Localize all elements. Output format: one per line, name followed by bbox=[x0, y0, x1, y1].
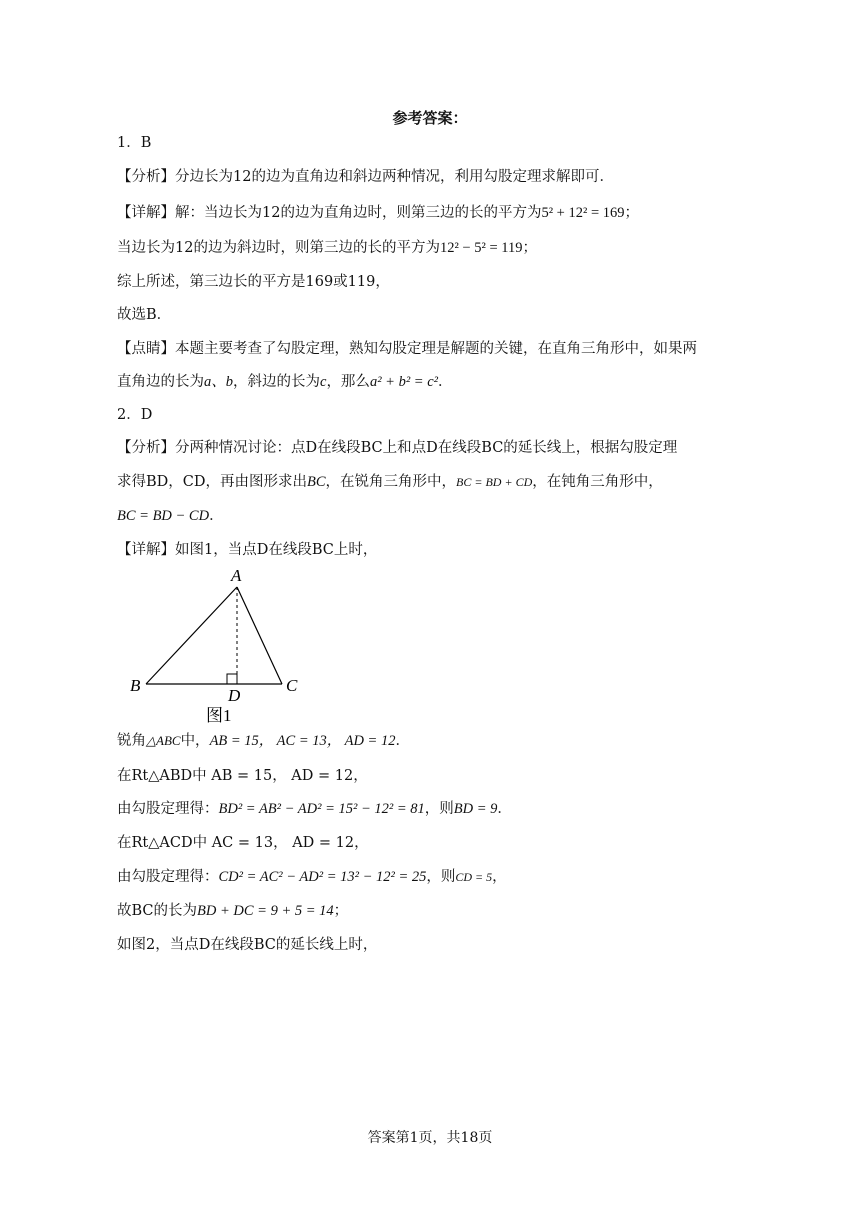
q1-comment-2-ab: a、b bbox=[204, 374, 233, 390]
triangle-figure-1 bbox=[120, 564, 320, 726]
q2-analysis-3 bbox=[117, 506, 224, 526]
q2-pythagoras-2 bbox=[117, 867, 507, 887]
q1-comment-1: 【点睛】本题主要考查了勾股定理，熟知勾股定理是解题的关键，在直角三角形中，如果两 bbox=[117, 341, 697, 357]
q1-comment-2-mid: ，斜边的长为 bbox=[233, 374, 320, 390]
q2-analysis-1: 【分析】分两种情况讨论：点D在线段BC上和点D在线段BC的延长线上，根据勾股定理 bbox=[117, 440, 678, 456]
q1-detail-2-suffix: ； bbox=[522, 240, 537, 256]
q2-pythagoras-1 bbox=[117, 799, 512, 819]
q1-comment-2-end: ． bbox=[437, 374, 453, 390]
q1-comment-2-then: ，那么 bbox=[326, 374, 370, 390]
q2-acute-line bbox=[117, 731, 410, 751]
q2-acute-triangle: △ABC bbox=[146, 733, 181, 748]
q2-rt-abd: 在Rt△ABD中 AB = 15， AD = 12， bbox=[117, 768, 368, 784]
q1-comment-2-text: 直角边的长为 bbox=[117, 374, 204, 390]
q2-detail-fig1: 【详解】如图1，当点D在线段BC上时， bbox=[117, 542, 378, 558]
q1-detail-1-text: 【详解】解：当边长为12的边为直角边时，则第三边的长的平方为 bbox=[117, 205, 542, 221]
q1-detail-1 bbox=[117, 203, 639, 223]
vertex-a-label: A bbox=[231, 566, 242, 585]
q2-pythagoras-1-result: BD = 9 bbox=[453, 801, 498, 817]
q2-acute-end: ． bbox=[395, 733, 410, 749]
page-footer: 答案第1页，共18页 bbox=[367, 1130, 493, 1146]
vertex-b-label: B bbox=[130, 676, 141, 695]
q2-pythagoras-2-end: ， bbox=[492, 869, 507, 885]
q2-analysis-2-mid: ，在锐角三角形中， bbox=[325, 474, 457, 490]
q2-bc-length-end: ； bbox=[333, 903, 349, 919]
q2-pythagoras-1-end: ． bbox=[497, 801, 512, 817]
q2-pythagoras-2-result: CD = 5 bbox=[455, 870, 493, 884]
q1-choice: 故选B． bbox=[117, 307, 172, 323]
q2-analysis-2-text: 求得BD，CD，再由图形求出 bbox=[117, 474, 308, 490]
q1-analysis: 【分析】分边长为12的边为直角边和斜边两种情况，利用勾股定理求解即可． bbox=[117, 169, 614, 185]
side-ac bbox=[237, 587, 282, 684]
vertex-c-label: C bbox=[286, 676, 298, 695]
side-ab bbox=[146, 587, 237, 684]
q2-pythagoras-1-prefix: 由勾股定理得： bbox=[117, 801, 219, 817]
q2-acute-values: AB = 15， AC = 13， AD = 12 bbox=[209, 733, 396, 749]
q1-detail-1-suffix: ； bbox=[624, 205, 640, 221]
q1-detail-1-formula: 5² + 12² = 169 bbox=[541, 205, 625, 221]
vertex-d-label: D bbox=[228, 686, 241, 705]
q2-analysis-3-end: ． bbox=[209, 508, 224, 524]
q2-detail-fig2: 如图2，当点D在线段BC的延长线上时， bbox=[117, 937, 378, 953]
q2-analysis-2-end: ，在钝角三角形中， bbox=[532, 474, 663, 490]
q1-detail-2-text: 当边长为12的边为斜边时，则第三边的长的平方为 bbox=[117, 240, 440, 256]
q2-rt-acd: 在Rt△ACD中 AC = 13， AD = 12， bbox=[117, 835, 369, 851]
q2-pythagoras-1-formula: BD² = AB² − AD² = 15² − 12² = 81 bbox=[218, 801, 425, 817]
figure-1-caption: 图1 bbox=[206, 706, 232, 725]
q2-number: 2．D bbox=[117, 407, 153, 423]
q2-bc-length bbox=[117, 901, 348, 921]
q2-pythagoras-2-then: ，则 bbox=[426, 869, 456, 885]
q2-analysis-3-formula: BC = BD − CD bbox=[117, 508, 210, 524]
q2-analysis-2-formula: BC = BD + CD bbox=[456, 475, 533, 489]
q2-acute-mid: 中， bbox=[180, 733, 210, 749]
q2-bc-length-prefix: 故BC的长为 bbox=[117, 903, 198, 919]
q1-number: 1．B bbox=[117, 135, 152, 151]
q2-pythagoras-1-then: ，则 bbox=[424, 801, 454, 817]
q1-detail-2-formula: 12² − 5² = 119 bbox=[439, 240, 523, 256]
q2-acute-prefix: 锐角 bbox=[117, 733, 146, 749]
q2-bc-length-formula: BD + DC = 9 + 5 = 14 bbox=[197, 903, 334, 919]
q2-analysis-2-bc: BC bbox=[307, 474, 326, 490]
q1-detail-2 bbox=[117, 238, 537, 258]
q1-summary: 综上所述，第三边长的平方是169或119， bbox=[117, 274, 390, 290]
page-title: 参考答案： bbox=[392, 109, 468, 127]
q2-pythagoras-2-prefix: 由勾股定理得： bbox=[117, 869, 219, 885]
q2-analysis-2 bbox=[117, 472, 663, 492]
q1-comment-2 bbox=[117, 372, 452, 392]
right-angle-mark bbox=[227, 674, 237, 684]
q1-comment-2-c: c bbox=[320, 374, 327, 390]
q1-comment-2-formula: a² + b² = c² bbox=[369, 374, 438, 390]
q2-pythagoras-2-formula: CD² = AC² − AD² = 13² − 12² = 25 bbox=[218, 869, 427, 885]
